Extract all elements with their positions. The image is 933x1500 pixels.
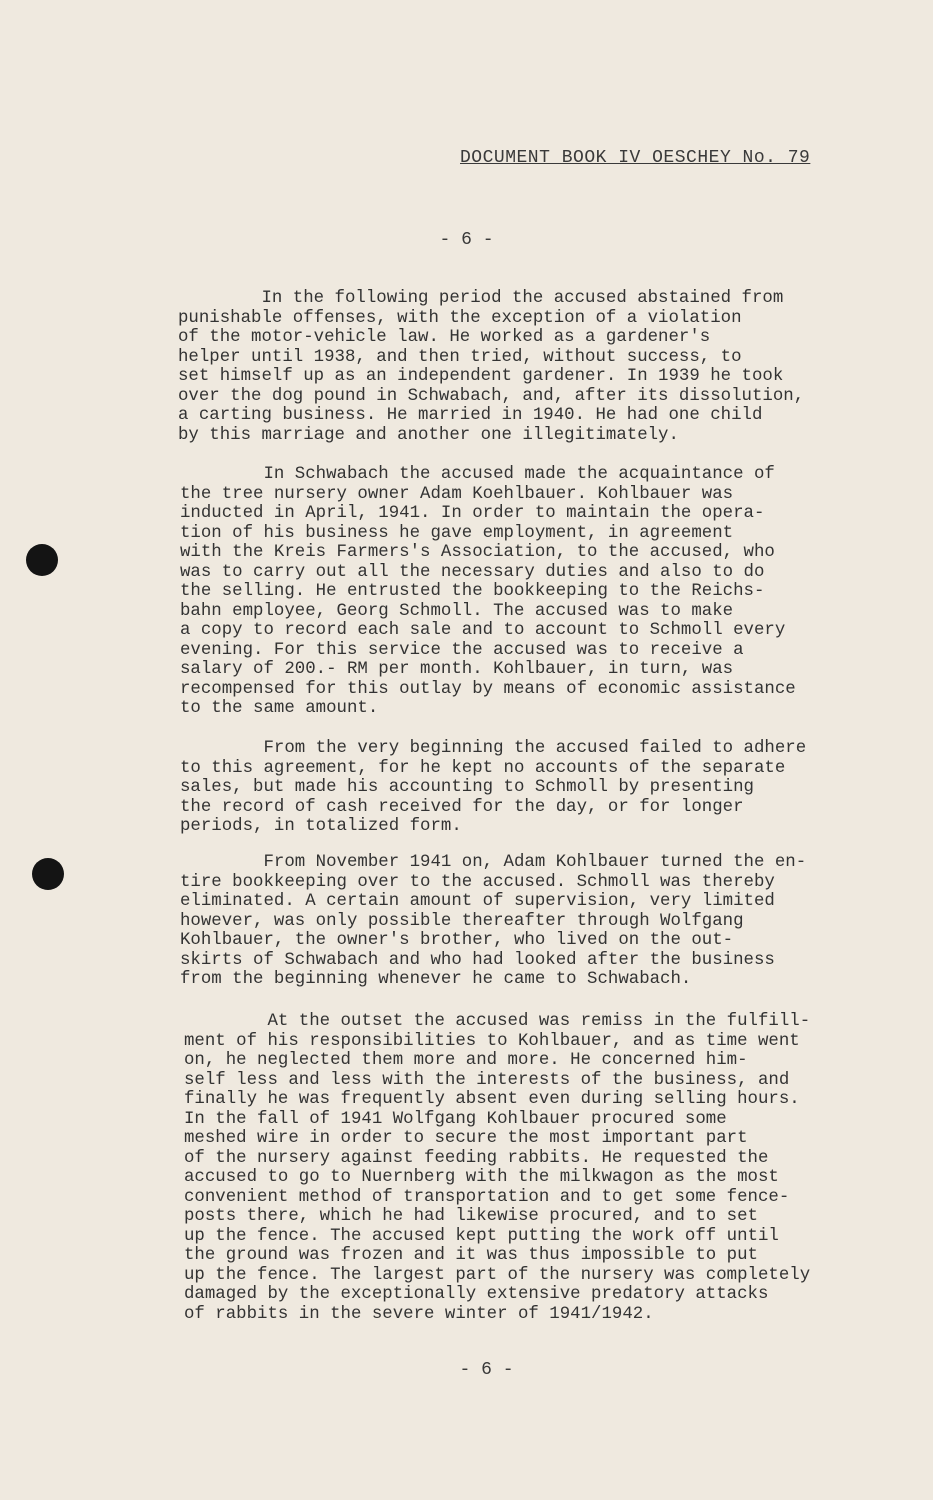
punch-hole-lower: [32, 858, 64, 890]
paragraph-1: In the following period the accused abstained from punishable offenses, with the exception of a violation of the motor-vehicle law. He worked as a gardener's helper until 1938, and then tried, without success, to set himself up as an independent gardener. In 1939 he took over the dog pound in Schwabach, and, after its dissolution, a carting business. He married in 1940. He had one child by this marriage and another one illegitimately.: [178, 289, 805, 445]
punch-hole-upper: [26, 544, 58, 576]
page-number-top: - 6 -: [439, 230, 494, 250]
page-number-bottom: - 6 -: [459, 1360, 514, 1380]
paragraph-5: At the outset the accused was remiss in the fulfill- ment of his responsibilities to Kohlbauer, and as time went on, he neglected them more and more. He concerned him- self less and less with the interests of the business, and finally he was frequently absent even during selling hours. In the fall of 1941 Wolfgang Kohlbauer procured some meshed wire in order to secure the most important part of the nursery against feeding rabbits. He requested the accused to go to Nuernberg with the milkwagon as the most convenient method of transportation and to get some fence- posts there, which he had likewise procured, and to set up the fence. The accused kept putting the work off until the ground was frozen and it was thus impossible to put up the fence. The largest part of the nursery was completely damaged by the exceptionally extensive predatory attacks of rabbits in the severe winter of 1941/1942.: [184, 1012, 811, 1324]
document-header: DOCUMENT BOOK IV OESCHEY No. 79: [460, 148, 811, 168]
paragraph-2: In Schwabach the accused made the acquaintance of the tree nursery owner Adam Koehlbauer. Kohlbauer was inducted in April, 1941. In order to maintain the opera- tion of his business he gave employment, in agreement with the Kreis Farmers's Association, to the accused, who was to carry out all the necessary duties and also to do the selling. He entrusted the bookkeeping to the Reichs- bahn employee, Georg Schmoll. The accused was to make a copy to record each sale and to account to Schmoll every evening. For this service the accused was to receive a salary of 200.- RM per month. Kohlbauer, in turn, was recompensed for this outlay by means of economic assistance to the same amount.: [180, 465, 796, 718]
paragraph-3: From the very beginning the accused failed to adhere to this agreement, for he kept no accounts of the separate sales, but made his accounting to Schmoll by presenting the record of cash received for the day, or for longer periods, in totalized form.: [180, 739, 807, 836]
paragraph-4: From November 1941 on, Adam Kohlbauer turned the en- tire bookkeeping over to the accused. Schmoll was thereby eliminated. A certain amount of supervision, very limited however, was only possible thereafter through Wolfgang Kohlbauer, the owner's brother, who lived on the out- skirts of Schwabach and who had looked after the business from the beginning whenever he came to Schwabach.: [180, 853, 807, 989]
